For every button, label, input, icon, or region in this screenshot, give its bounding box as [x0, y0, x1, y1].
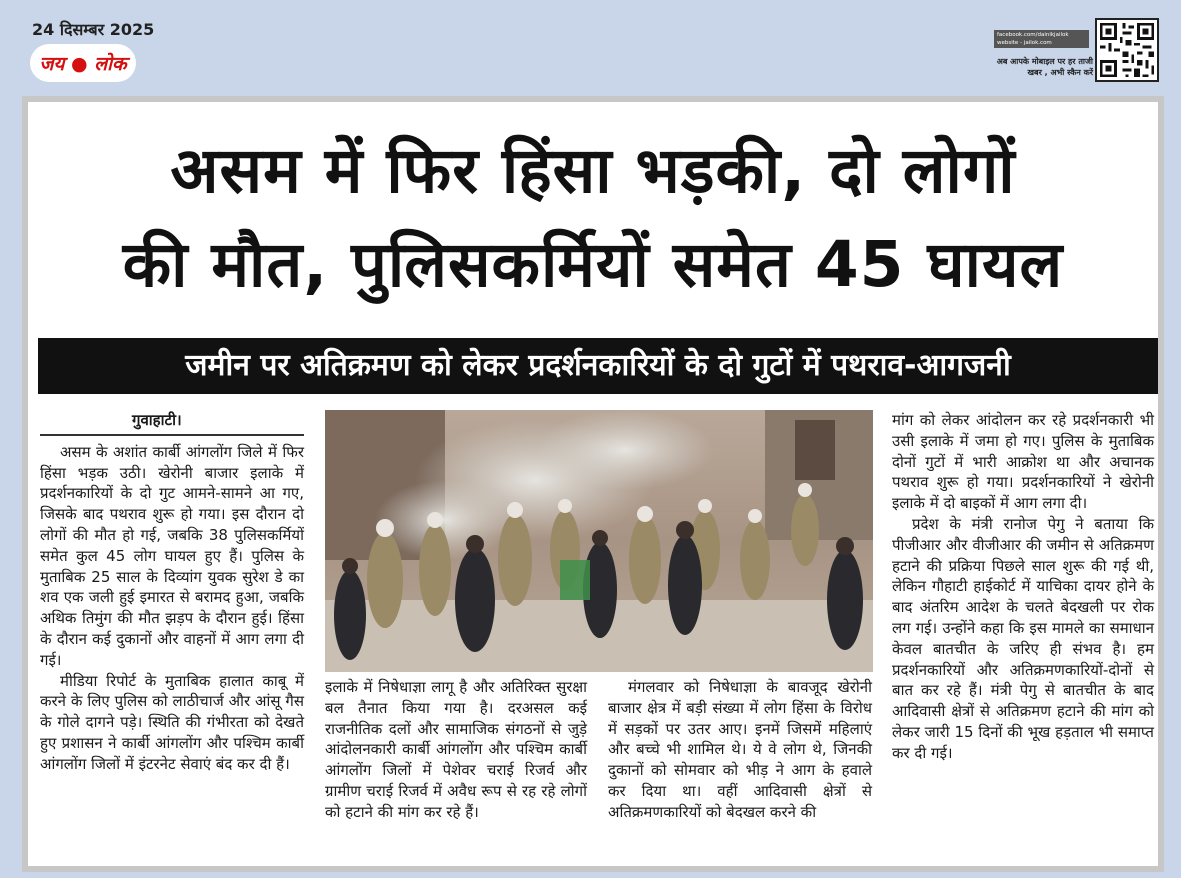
paragraph: प्रदेश के मंत्री रानोज पेगु ने बताया कि पीजीआर और वीजीआर की जमीन से अतिक्रमण हटाने की प्रक्रिया पिछले साल शुरू की गई थी, लेकिन गौहाटी हाईकोर्ट में याचिका दायर होने के बाद अंतरिम आदेश के चलते बेदखली पर रोक लग गई। उन्होंने कहा कि इस मामले का समाधान केवल बातचीत के जरिए ही संभव है। हम प्रदर्शनकारियों और अतिक्रमणकारियों-दोनों से बात कर रहे हैं। मंत्री पेगु से बातचीत के बाद आदिवासी क्षेत्रों से अतिक्रमण हटाने की मांग को लेकर जारी 15 दिनों की भूख हड़ताल भी समाप्त कर दी गई। [892, 514, 1154, 762]
dateline: गुवाहाटी। [40, 410, 304, 436]
social-promo: facebook.com/dainikjailok website - jailok.com [994, 30, 1089, 48]
paragraph: मीडिया रिपोर्ट के मुताबिक हालात काबू में करने के लिए पुलिस को लाठीचार्ज और आंसू गैस के गोले दागने पड़े। स्थिति की गंभीरता को देखते हुए प्रशासन ने कार्बी आंगलोंग और पश्चिम कार्बी आंगलोंग जिलों में इंटरनेट सेवाएं बंद कर दी हैं। [40, 671, 304, 773]
qr-code-icon[interactable] [1095, 18, 1159, 82]
headline [28, 124, 1158, 312]
news-page [22, 96, 1164, 872]
scan-cta: अब आपके मोबाइल पर हर ताजी खबर , अभी स्कैन करें [996, 57, 1093, 77]
masthead-bar [0, 0, 1181, 92]
news-photo [325, 410, 873, 672]
paragraph: मंगलवार को निषेधाज्ञा के बावजूद खेरोनी बाजार क्षेत्र में बड़ी संख्या में लोग हिंसा के विरोध में सड़कों पर उतर आए। इनमें जिसमें महिलाएं और बच्चे भी शामिल थे। ये वे लोग थे, जिनकी दुकानों को सोमवार को भीड़ ने आग के हवाले कर दिया था। वहीं आदिवासी क्षेत्रों से अतिक्रमणकारियों को बेदखल करने की [608, 678, 872, 821]
edition-date: 24 दिसम्बर 2025 [32, 20, 155, 39]
logo-text: जय ● लोक [39, 53, 127, 75]
subheadline: जमीन पर अतिक्रमण को लेकर प्रदर्शनकारियों के दो गुटों में पथराव-आगजनी [38, 338, 1158, 394]
article-column-2 [325, 677, 587, 823]
paragraph: इलाके में निषेधाज्ञा लागू है और अतिरिक्त सुरक्षा बल तैनात किया गया है। दरअसल कई राजनीतिक दलों और सामाजिक संगठनों से जुड़े आंदोलनकारी कार्बी आंगलोंग और पश्चिम कार्बी आंगलोंग जिलों में पेशेवर चराई रिजर्व और ग्रामीण चराई रिजर्व में अवैध रूप से रह रहे लोगों को हटाने की मांग कर रहे हैं। [325, 678, 587, 821]
headline-line-1: असम में फिर हिंसा भड़की, दो लोगों [170, 134, 1016, 207]
headline-line-2: की मौत, पुलिसकर्मियों समेत 45 घायल [122, 228, 1064, 301]
newspaper-logo[interactable] [30, 44, 136, 82]
paragraph: असम के अशांत कार्बी आंगलोंग जिले में फिर हिंसा भड़क उठी। खेरोनी बाजार इलाके में प्रदर्शनकारियों के दो गुट आमने-सामने आ गए, जिसके बाद पथराव शुरू हो गया। इस दौरान दो लोगों की मौत हो गई, जबकि 38 पुलिसकर्मियों समेत कुल 45 लोग घायल हुए हैं। पुलिस के मुताबिक 25 साल के दिव्यांग युवक सुरेश डे का शव एक जली हुई इमारत से बरामद हुआ, जबकि अथिक तिमुंग की मौत झड़प के दौरान हुई। हिंसा के दौरान कई दुकानों और वाहनों में आग लगा दी गई। [40, 442, 304, 669]
article-column-3 [608, 677, 872, 823]
paragraph: मांग को लेकर आंदोलन कर रहे प्रदर्शनकारी भी उसी इलाके में जमा हो गए। पुलिस के मुताबिक दोनों गुटों में भारी आक्रोश था और अचानक पथराव शुरू हो गया। प्रदर्शनकारियों ने खेरोनी इलाके में दो बाइकों में आग लगा दी। [892, 411, 1154, 513]
article-column-1 [40, 410, 304, 775]
article-column-4 [892, 410, 1154, 764]
